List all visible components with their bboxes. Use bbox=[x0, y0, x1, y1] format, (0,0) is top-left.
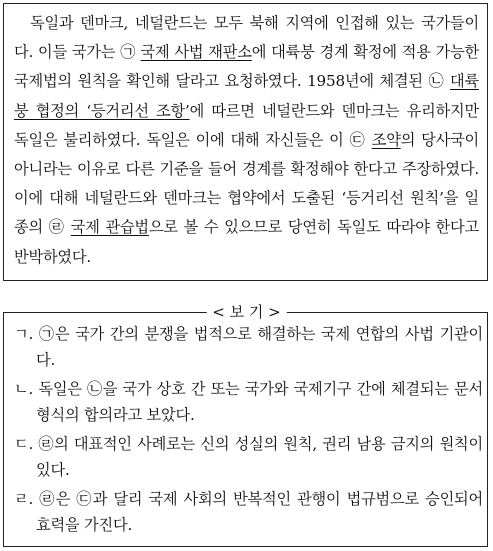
term-customary-law: 국제 관습법 bbox=[70, 218, 149, 237]
bogi-item-digeut: ㄷ. ㉣의 대표적인 사례로는 신의 성실의 원칙, 권리 남용 금지의 원칙이 있다. bbox=[14, 435, 483, 479]
passage-segment: 에 따르면 네덜란드와 덴마크는 유리하지만 독일은 불리하였다. 독일은 이에 대해 자신들은 이 bbox=[14, 101, 479, 149]
term-international-court: 국제 사법 재판소 bbox=[140, 43, 252, 62]
passage-segment: 의 당사국이 아니라는 이유로 다른 기준을 들어 경계를 확정해야 한다고 주장하였다. 이에 대해 네덜란드와 덴마크는 협약에서 도출된 ‘등거리선 원칙’을 일종의 bbox=[14, 130, 479, 237]
marker-b: ㉡ bbox=[428, 72, 445, 91]
bogi-list bbox=[14, 321, 483, 541]
term-shelf-convention-clause: 대륙붕 협정의 ‘등거리선 조항’ bbox=[14, 72, 479, 120]
marker-c: ㉢ bbox=[349, 130, 366, 149]
bogi-item-rieul: ㄹ. ㉣은 ㉢과 달리 국제 사회의 반복적인 관행이 법규범으로 승인되어 효력을 가진다. bbox=[14, 490, 483, 534]
passage-segment: 에 대륙붕 경계 확정에 적용 가능한 국제법의 원칙을 확인해 달라고 요청하였다. 1958년에 체결된 bbox=[14, 43, 480, 91]
passage-segment: 독일과 덴마크, 네덜란드는 모두 북해 지역에 인접해 있는 국가들이다. 이들 국가는 bbox=[14, 14, 479, 62]
bogi-item-nieun: ㄴ. 독일은 ㉡을 국가 상호 간 또는 국가와 국제기구 간에 체결되는 문서 형식의 합의라고 보았다. bbox=[14, 380, 483, 424]
term-treaty: 조약 bbox=[371, 130, 401, 149]
marker-a: ㉠ bbox=[120, 43, 136, 62]
passage-text bbox=[14, 9, 479, 272]
bogi-title: < 보 기 > bbox=[206, 302, 286, 322]
passage-box bbox=[3, 3, 488, 281]
bogi-item-giyeok: ㄱ. ㉠은 국가 간의 분쟁을 법적으로 해결하는 국제 연합의 사법 기관이다. bbox=[14, 325, 483, 369]
passage-segment: 으로 볼 수 있으므로 당연히 독일도 따라야 한다고 반박하였다. bbox=[14, 218, 479, 266]
marker-d: ㉣ bbox=[48, 218, 65, 237]
